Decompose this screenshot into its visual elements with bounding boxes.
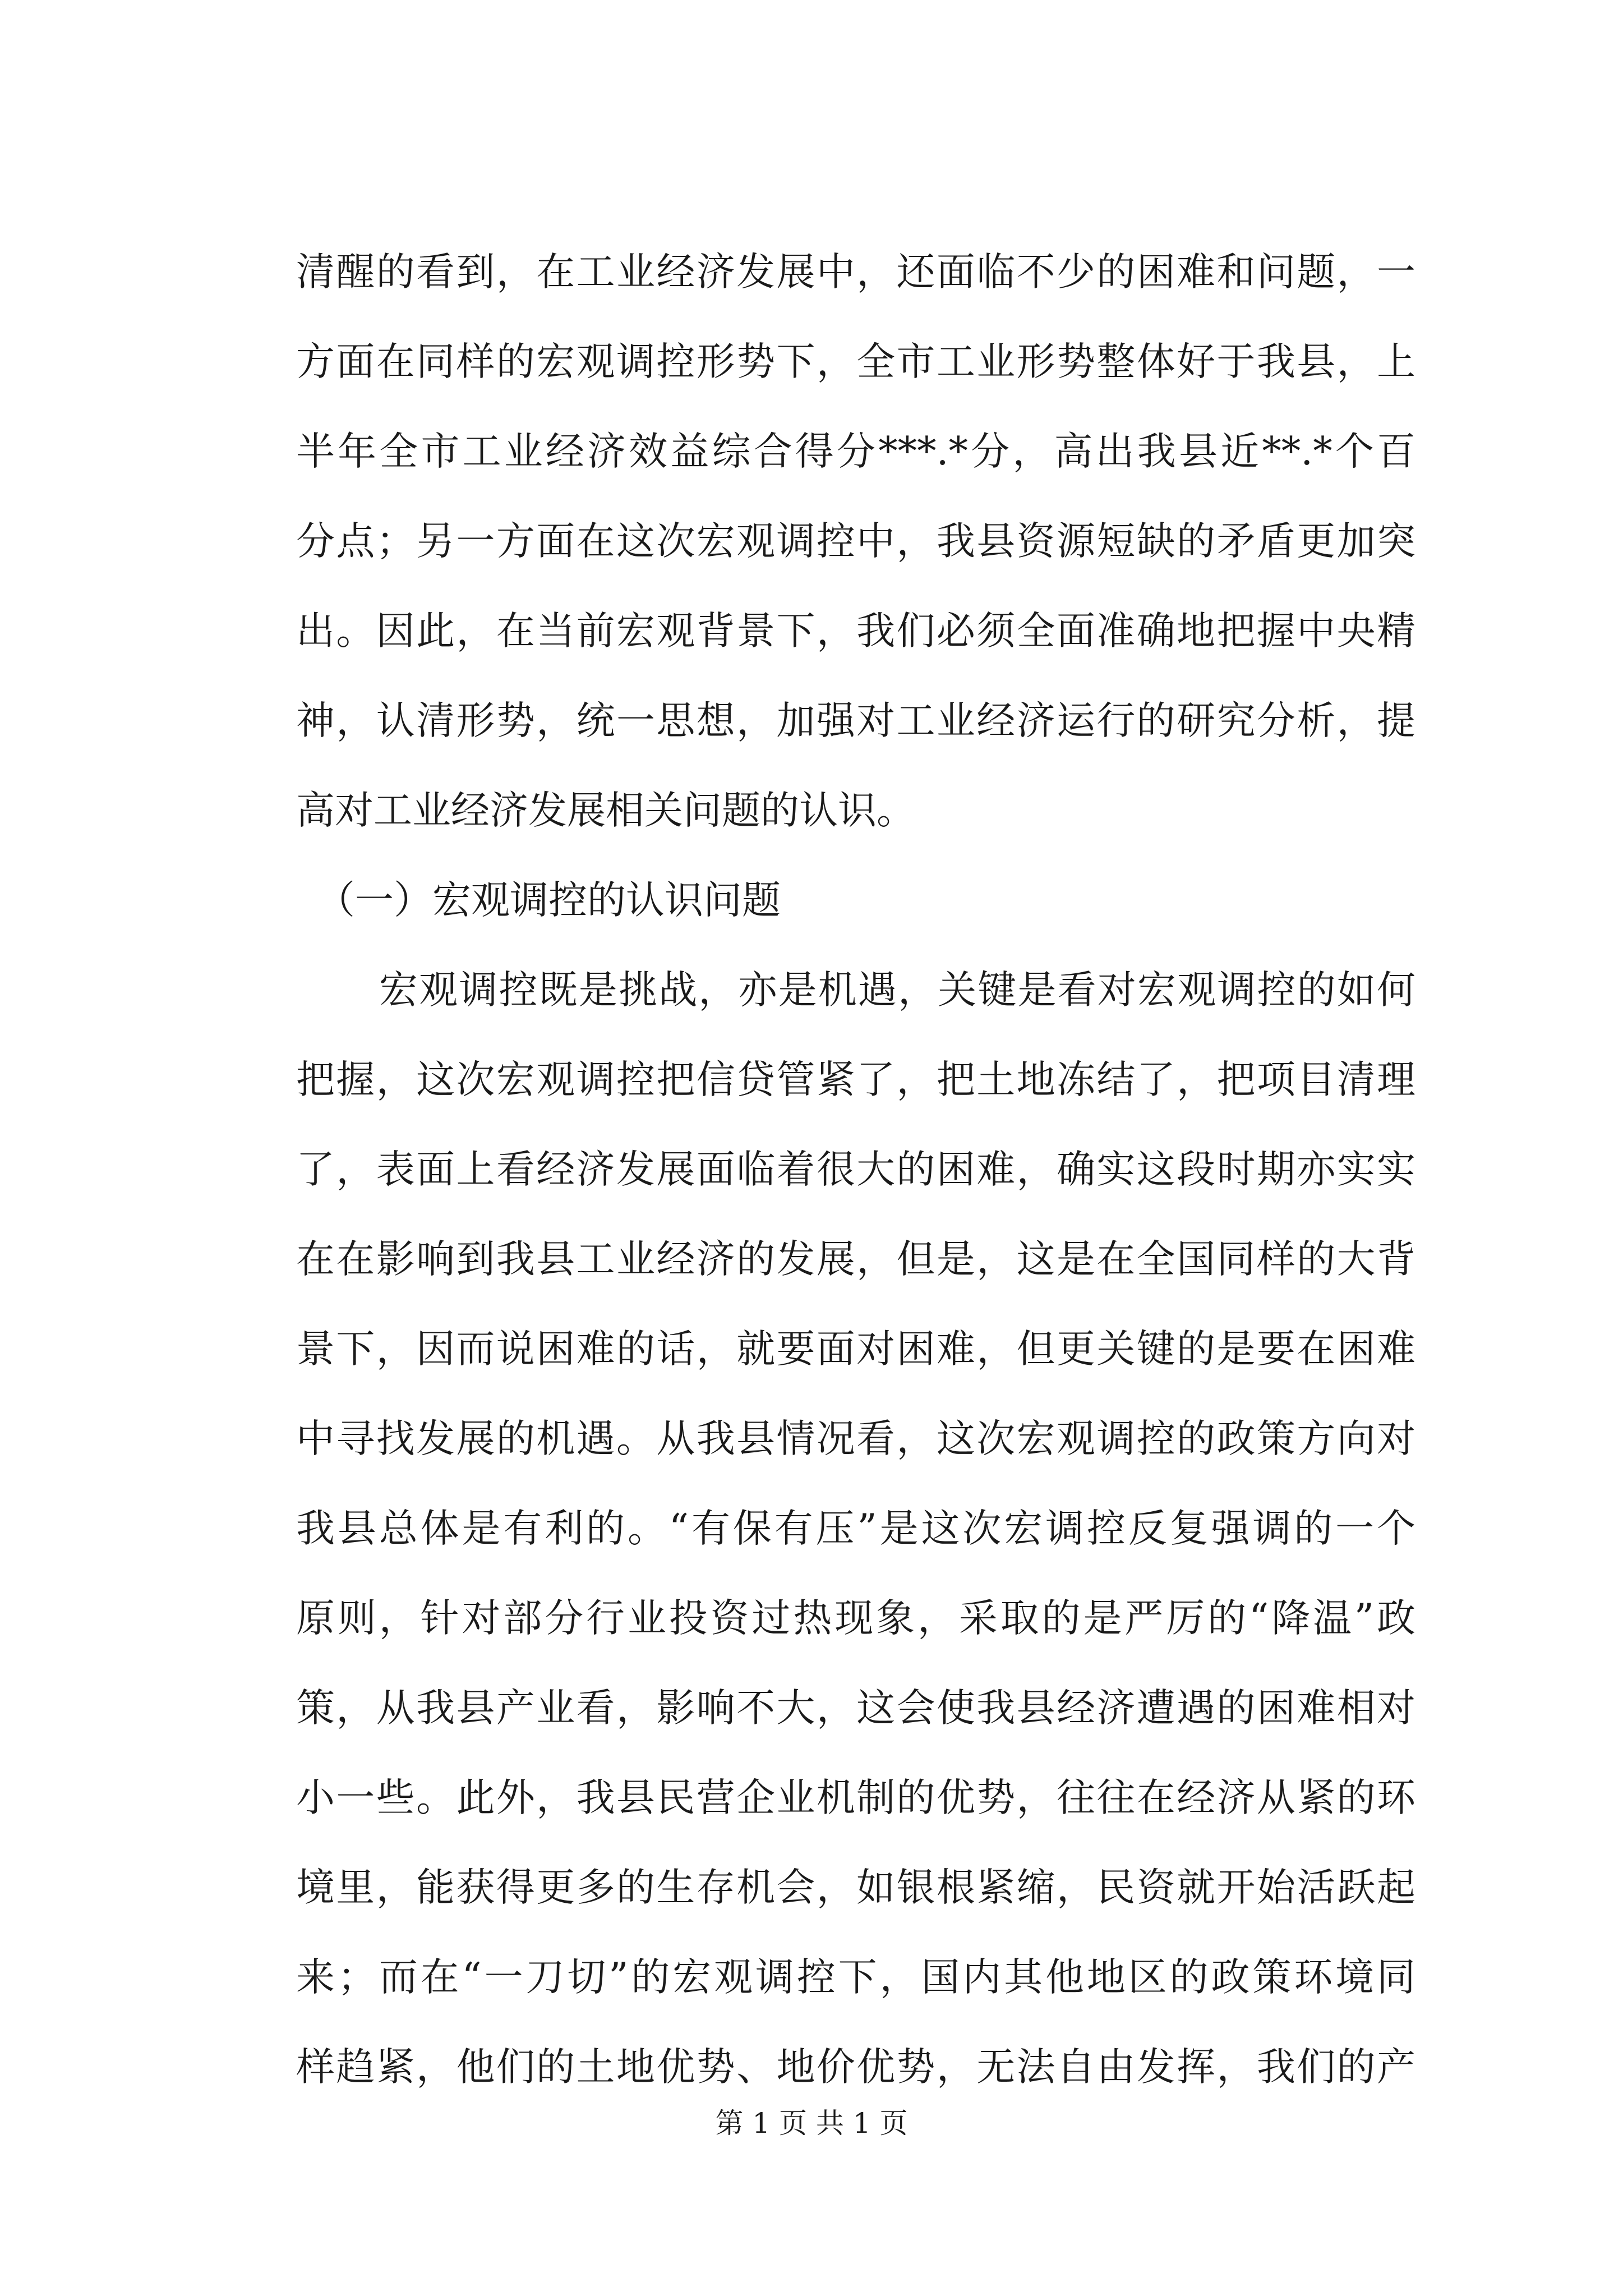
body-line-20: 来；而在“一刀切”的宏观调控下，国内其他地区的政策环境同 [296, 1955, 1415, 2000]
page-footer: 第 1 页 共 1 页 [715, 2107, 908, 2139]
body-line-1: 清醒的看到，在工业经济发展中，还面临不少的困难和问题，一 [296, 250, 1415, 295]
body-line-19: 境里，能获得更多的生存机会，如银根紧缩，民资就开始活跃起 [296, 1865, 1415, 1910]
body-line-3: 半年全市工业经济效益综合得分***.*分，高出我县近**.*个百 [296, 429, 1415, 474]
body-line-18: 小一些。此外，我县民营企业机制的优势，往往在经济从紧的环 [296, 1775, 1415, 1820]
body-line-16: 原则，针对部分行业投资过热现象，采取的是严厉的“降温”政 [296, 1596, 1415, 1641]
body-line-12: 在在影响到我县工业经济的发展，但是，这是在全国同样的大背 [296, 1237, 1415, 1282]
body-line-7: 高对工业经济发展相关问题的认识。 [296, 788, 915, 833]
body-line-4: 分点；另一方面在这次宏观调控中，我县资源短缺的矛盾更加突 [296, 519, 1415, 564]
body-line-17: 策，从我县产业看，影响不大，这会使我县经济遭遇的困难相对 [296, 1686, 1415, 1731]
body-line-15: 我县总体是有利的。“有保有压”是这次宏调控反复强调的一个 [296, 1506, 1415, 1551]
body-line-6: 神，认清形势，统一思想，加强对工业经济运行的研究分析，提 [296, 698, 1415, 743]
body-line-11: 了，表面上看经济发展面临着很大的困难，确实这段时期亦实实 [296, 1147, 1415, 1192]
body-line-5: 出。因此，在当前宏观背景下，我们必须全面准确地把握中央精 [296, 609, 1415, 654]
body-line-21: 样趋紧，他们的土地优势、地价优势，无法自由发挥，我们的产 [296, 2045, 1415, 2090]
section-heading: （一）宏观调控的认识问题 [316, 878, 781, 923]
body-line-13: 景下，因而说困难的话，就要面对困难，但更关键的是要在困难 [296, 1327, 1415, 1372]
paragraph-first-line: 宏观调控既是挑战，亦是机遇，关键是看对宏观调控的如何 [379, 968, 1415, 1013]
body-line-14: 中寻找发展的机遇。从我县情况看，这次宏观调控的政策方向对 [296, 1416, 1415, 1461]
body-line-2: 方面在同样的宏观调控形势下，全市工业形势整体好于我县，上 [296, 339, 1415, 384]
body-line-10: 把握，这次宏观调控把信贷管紧了，把土地冻结了，把项目清理 [296, 1057, 1415, 1102]
